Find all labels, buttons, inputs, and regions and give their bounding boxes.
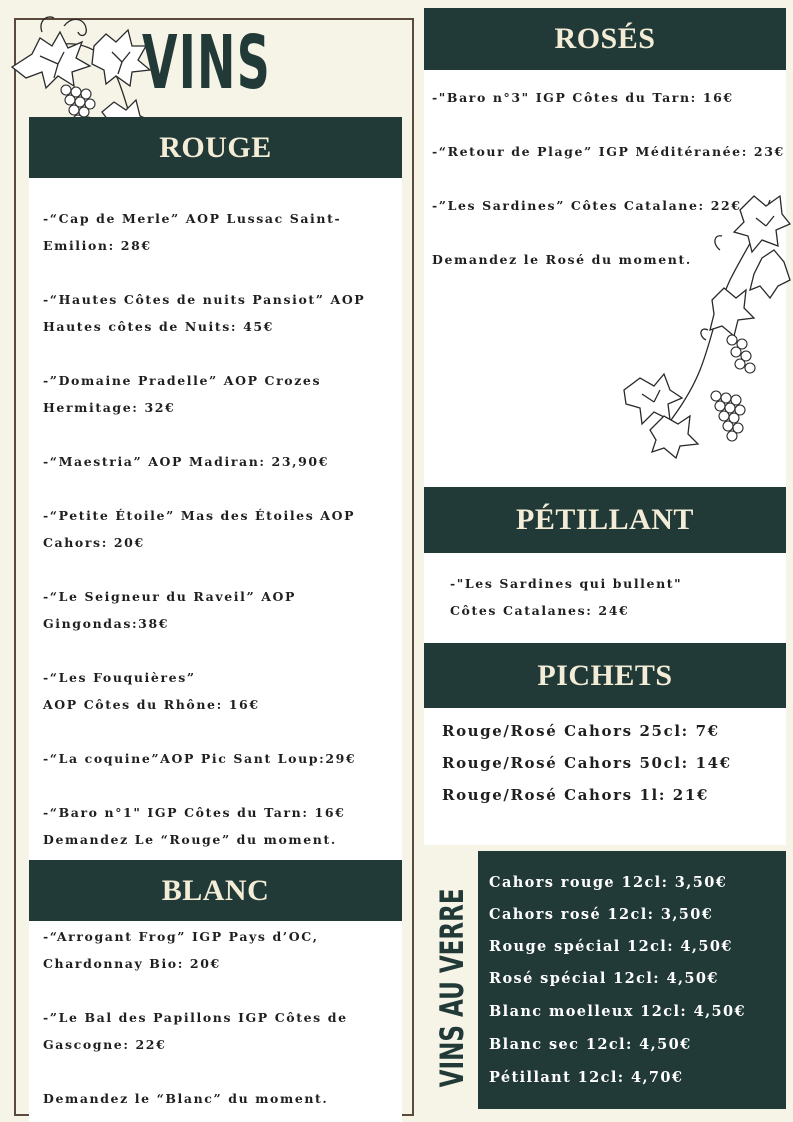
wine-entry-line: -“Les Fouquières” (43, 670, 196, 685)
section-title-petillant: PÉTILLANT (516, 503, 694, 536)
wine-entry (432, 84, 734, 111)
glass-wine-item: Rouge spécial 12cl: 4,50€ (489, 938, 733, 955)
glass-wine-item: Rosé spécial 12cl: 4,50€ (489, 970, 719, 987)
section-header-pichets (424, 643, 786, 708)
wine-entry-line: -“Cap de Merle” AOP Lussac Saint- (43, 211, 342, 226)
wine-entry (43, 367, 321, 421)
wine-entry-line: Demandez le Rosé du moment. (432, 252, 692, 267)
wine-entry (43, 205, 341, 259)
pichet-item: Rouge/Rosé Cahors 50cl: 14€ (442, 754, 732, 772)
wine-entry-line: AOP Côtes du Rhône: 16€ (43, 697, 260, 712)
wine-entry-line: -“Maestria” AOP Madiran: 23,90€ (43, 454, 329, 469)
section-header-roses (424, 8, 786, 70)
wine-entry (43, 799, 345, 853)
glass-wine-item: Blanc sec 12cl: 4,50€ (489, 1036, 692, 1053)
wine-entry-line: Gascogne: 22€ (43, 1037, 167, 1052)
wine-entry-line: -”Domaine Pradelle” AOP Crozes (43, 373, 322, 388)
section-title-rouge: ROUGE (159, 130, 272, 164)
glass-wine-item: Cahors rosé 12cl: 3,50€ (489, 906, 714, 923)
wine-entry-line: -"Baro n°3" IGP Côtes du Tarn: 16€ (432, 90, 734, 105)
page-title: VINS (142, 20, 271, 106)
wine-entry-line: Hermitage: 32€ (43, 400, 176, 415)
wine-entry-line: -"Les Sardines qui bullent" (450, 576, 683, 591)
wine-entry-line: Chardonnay Bio: 20€ (43, 956, 221, 971)
section-title-vins-au-verre-text: VINS AU VERRE (433, 888, 471, 1088)
wine-entry (43, 1085, 328, 1112)
wine-entry-line: -“Petite Étoile” Mas des Étoiles AOP (43, 508, 356, 523)
section-title-blanc: BLANC (161, 873, 270, 907)
pichet-item: Rouge/Rosé Cahors 25cl: 7€ (442, 722, 720, 740)
wine-entry-line: -”Le Bal des Papillons IGP Côtes de (43, 1010, 348, 1025)
wine-entry-line: Côtes Catalanes: 24€ (450, 603, 630, 618)
glass-wine-item: Cahors rouge 12cl: 3,50€ (489, 874, 728, 891)
wine-entry (43, 923, 319, 977)
wine-entry-line: -“Le Seigneur du Raveil” AOP (43, 589, 297, 604)
glass-wine-item: Blanc moelleux 12cl: 4,50€ (489, 1003, 747, 1020)
grapevine-icon (620, 190, 792, 460)
section-title-vins-au-verre (433, 888, 471, 1088)
wine-entry-line: -“Retour de Plage” IGP Méditéranée: 23€ (432, 144, 785, 159)
wine-entry-line: Hautes côtes de Nuits: 45€ (43, 319, 274, 334)
wine-entry-line: Emilion: 28€ (43, 238, 152, 253)
section-title-roses: ROSÉS (554, 22, 656, 55)
pichet-item: Rouge/Rosé Cahors 1l: 21€ (442, 786, 709, 804)
wine-entry (43, 502, 355, 556)
wine-entry (43, 1004, 348, 1058)
wine-entry-line: -“Baro n°1" IGP Côtes du Tarn: 16€ (43, 805, 346, 820)
wine-entry-line: -“Arrogant Frog” IGP Pays d’OC, (43, 929, 319, 944)
wine-entry (43, 583, 296, 637)
section-title-pichets: PICHETS (537, 658, 673, 692)
wine-entry-line: -“La coquine”AOP Pic Sant Loup:29€ (43, 751, 357, 766)
wine-entry (43, 448, 329, 475)
wine-entry-line: Gingondas:38€ (43, 616, 170, 631)
wine-entry-line: Demandez le “Blanc” du moment. (43, 1091, 329, 1106)
glass-wine-item: Pétillant 12cl: 4,70€ (489, 1069, 684, 1086)
wine-entry (43, 664, 260, 718)
wine-entry-line: Cahors: 20€ (43, 535, 145, 550)
wine-entry-line: -“Hautes Côtes de nuits Pansiot” AOP (43, 292, 366, 307)
wine-entry (43, 745, 356, 772)
wine-entry (43, 286, 365, 340)
wine-entry (450, 570, 682, 624)
wine-entry-line: Demandez Le “Rouge” du moment. (43, 832, 337, 847)
section-header-blanc (29, 860, 402, 921)
wine-entry-line: -”Les Sardines” Côtes Catalane: 22€ (432, 198, 742, 213)
section-header-petillant (424, 487, 786, 553)
section-header-rouge (29, 117, 402, 178)
wine-entry (432, 138, 785, 165)
